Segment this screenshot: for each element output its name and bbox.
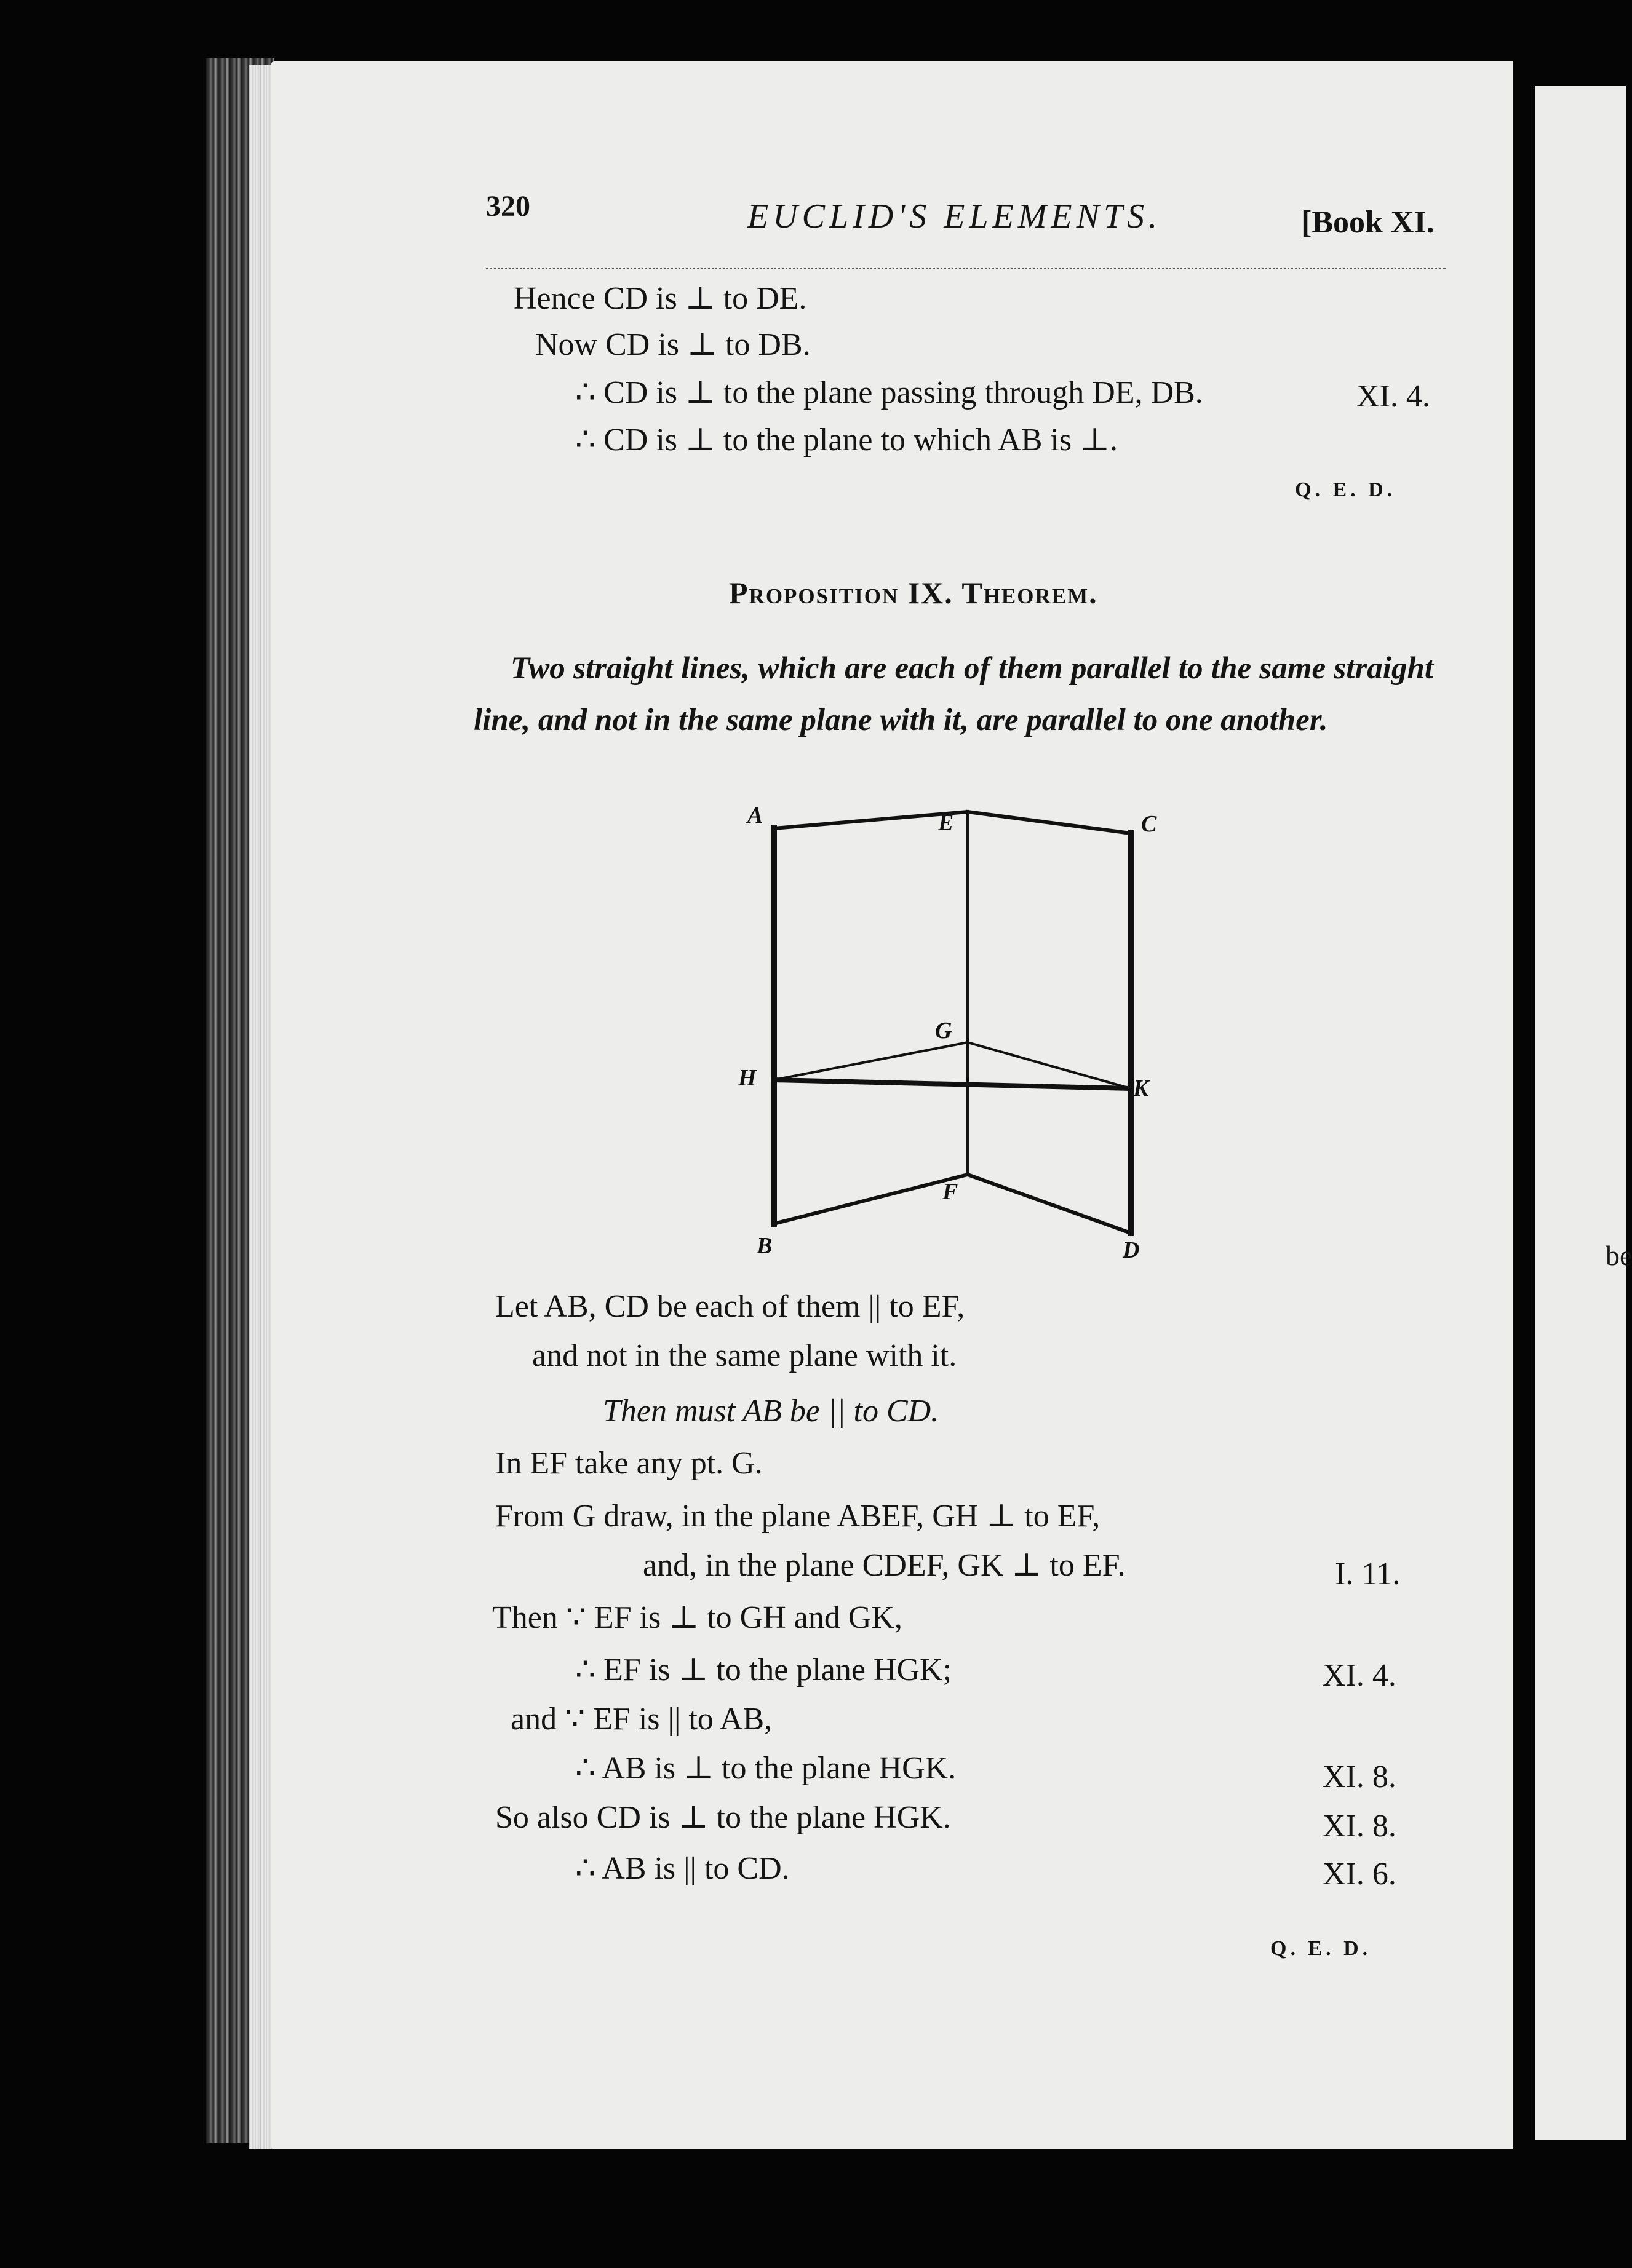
line-FD [968, 1175, 1131, 1233]
proof-line-3: Then must AB be || to CD. [603, 1394, 939, 1429]
proof-ref-4: XI. 8. [1323, 1809, 1396, 1844]
label-D: D [1123, 1237, 1140, 1263]
page-number: 320 [486, 190, 530, 223]
top-proof-qed: Q. E. D. [1295, 478, 1396, 501]
top-proof-line-3: ∴ CD is ⊥ to the plane passing through DE, DB. [575, 375, 1203, 410]
label-G: G [935, 1018, 952, 1044]
proof-line-10: ∴ AB is ⊥ to the plane HGK. [575, 1751, 957, 1786]
book-label: [Book XI. [1301, 205, 1435, 240]
label-H: H [738, 1065, 757, 1091]
proof-qed: Q. E. D. [1270, 1937, 1372, 1960]
header-rule [486, 268, 1446, 269]
proof-ref-2: XI. 4. [1323, 1658, 1396, 1693]
label-K: K [1133, 1076, 1149, 1101]
top-proof-line-4: ∴ CD is ⊥ to the plane to which AB is ⊥. [575, 422, 1118, 458]
label-B: B [757, 1233, 773, 1259]
proof-line-2: and not in the same plane with it. [532, 1338, 957, 1373]
top-proof-ref-1: XI. 4. [1356, 379, 1430, 414]
line-BF [774, 1175, 968, 1224]
proof-line-12: ∴ AB is || to CD. [575, 1851, 790, 1886]
proof-line-4: In EF take any pt. G. [495, 1446, 763, 1481]
proof-ref-1: I. 11. [1335, 1556, 1401, 1592]
proposition-heading: Proposition IX. Theorem. [729, 576, 1098, 610]
proposition-diagram [720, 787, 1187, 1267]
proposition-enunciation: Two straight lines, which are each of them parallel to the same straight line, and not in the same plane with it, are parallel to one another. [474, 651, 1433, 737]
label-A: A [747, 803, 763, 828]
proof-ref-3: XI. 8. [1323, 1759, 1396, 1794]
proof-line-11: So also CD is ⊥ to the plane HGK. [495, 1800, 951, 1835]
line-EC [968, 812, 1131, 833]
proof-line-7: Then ∵ EF is ⊥ to GH and GK, [492, 1600, 902, 1635]
next-page-edge [1535, 86, 1626, 2140]
proof-line-8: ∴ EF is ⊥ to the plane HGK; [575, 1652, 952, 1687]
next-page-fragment: be [1606, 1240, 1632, 1271]
label-E: E [938, 810, 954, 836]
line-HG [774, 1042, 968, 1080]
proof-line-1: Let AB, CD be each of them || to EF, [495, 1289, 965, 1324]
line-HK [774, 1080, 1131, 1088]
label-F: F [942, 1179, 958, 1205]
proof-line-5: From G draw, in the plane ABEF, GH ⊥ to EF, [495, 1499, 1101, 1534]
line-GK [968, 1042, 1131, 1088]
proof-line-6: and, in the plane CDEF, GK ⊥ to EF. [643, 1548, 1126, 1583]
running-title: EUCLID'S ELEMENTS. [747, 197, 1162, 236]
top-proof-line-1: Hence CD is ⊥ to DE. [514, 281, 807, 316]
top-proof-line-2: Now CD is ⊥ to DB. [535, 327, 811, 362]
proof-ref-5: XI. 6. [1323, 1857, 1396, 1892]
proof-line-9: and ∵ EF is || to AB, [511, 1702, 773, 1737]
label-C: C [1141, 811, 1157, 837]
